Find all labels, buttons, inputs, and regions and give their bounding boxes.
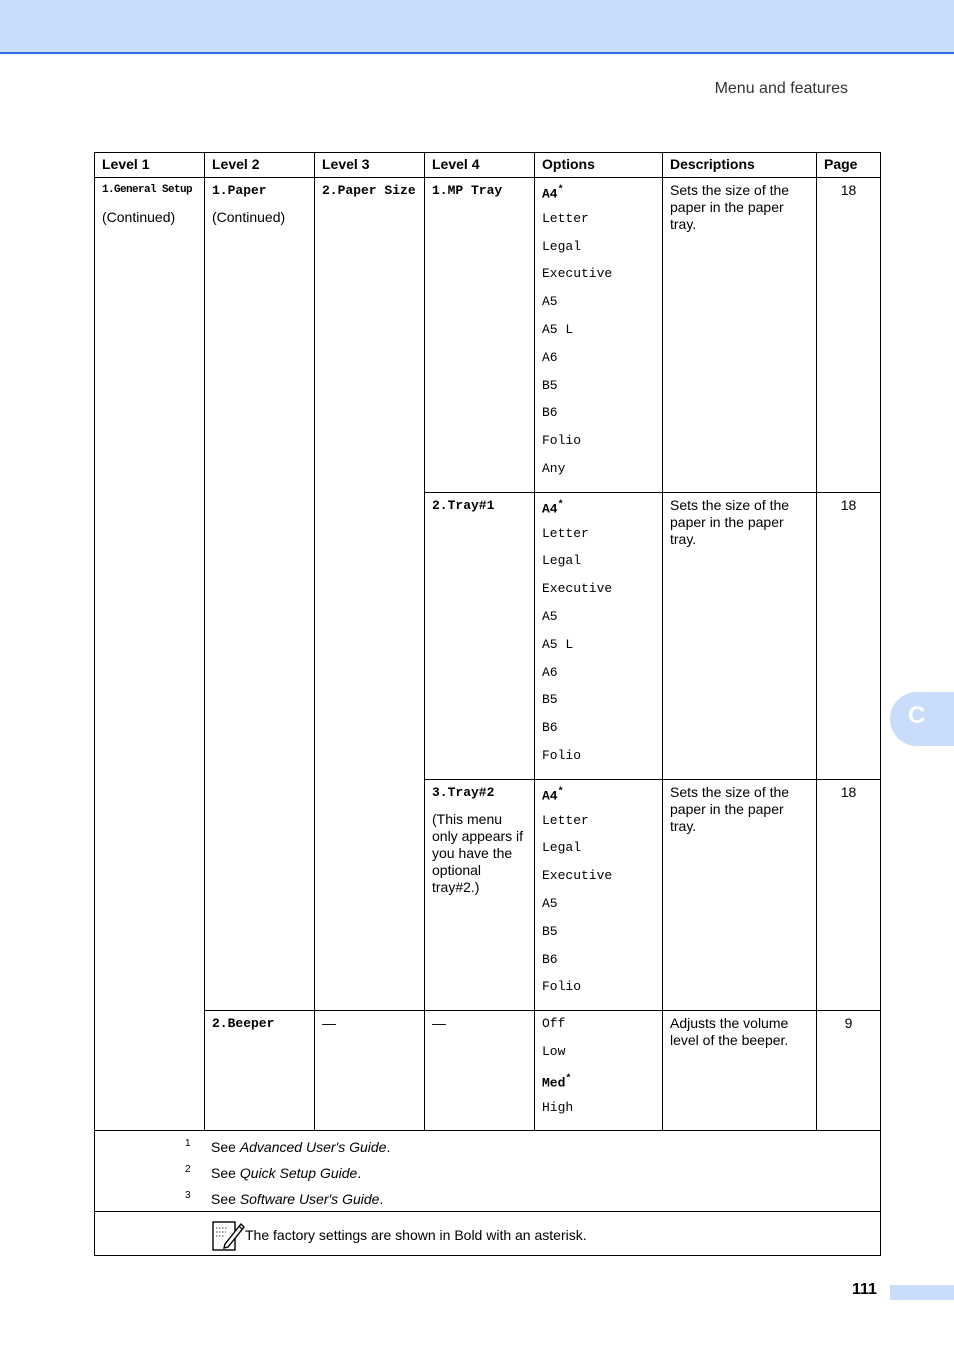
level2-paper-name: 1.Paper <box>212 183 267 198</box>
option-item <box>542 525 655 553</box>
footnote-title: Advanced User's Guide <box>239 1139 387 1156</box>
option-label: B6 <box>542 405 558 421</box>
option-item <box>542 321 655 349</box>
option-label: A5 L <box>542 321 574 337</box>
option-label: Legal <box>542 238 582 254</box>
option-item <box>542 1071 655 1099</box>
option-item <box>542 923 655 951</box>
default-asterisk: * <box>557 786 564 798</box>
page-cell: 18 <box>817 492 881 779</box>
option-label: B5 <box>542 692 558 708</box>
footnote <box>185 1164 362 1182</box>
option-item <box>542 867 655 895</box>
menu-table <box>94 152 881 1256</box>
option-label: Folio <box>542 433 582 449</box>
level2-paper-cell <box>205 178 315 1011</box>
option-item <box>542 238 655 266</box>
option-label: A4 <box>542 186 558 202</box>
note-pencil-icon <box>211 1218 245 1252</box>
default-asterisk: * <box>565 1073 572 1085</box>
chapter-letter: C <box>908 702 926 729</box>
level1-name: 1.General Setup <box>102 184 193 196</box>
option-item <box>542 265 655 293</box>
level4-note: (This menu only appears if you have the optional tray#2.) <box>432 810 524 895</box>
option-label: Med <box>542 1075 566 1091</box>
level3-paper-size-cell <box>315 178 425 1011</box>
footnote-title: Software User's Guide <box>239 1191 380 1208</box>
option-item <box>542 812 655 840</box>
level4-cell <box>425 779 535 1010</box>
col-header-level4: Level 4 <box>425 153 535 178</box>
footnote-number: 1 <box>185 1138 191 1150</box>
option-item <box>542 377 655 405</box>
level4-cell: — <box>425 1011 535 1131</box>
options-cell <box>535 492 663 779</box>
option-item <box>542 719 655 747</box>
option-item <box>542 404 655 432</box>
option-label: High <box>542 1099 574 1115</box>
option-item <box>542 182 655 210</box>
option-item <box>542 895 655 923</box>
col-header-descriptions: Descriptions <box>663 153 817 178</box>
option-item <box>542 978 655 1006</box>
option-label: Folio <box>542 979 582 995</box>
footnote <box>185 1190 384 1208</box>
option-label: Legal <box>542 840 582 856</box>
option-label: B5 <box>542 377 558 393</box>
option-label: A4 <box>542 501 558 517</box>
header-band <box>0 0 954 54</box>
col-header-page: Page <box>817 153 881 178</box>
options-cell <box>535 779 663 1010</box>
option-item <box>542 784 655 812</box>
option-item <box>542 497 655 525</box>
col-header-level1: Level 1 <box>95 153 205 178</box>
level2-beeper-name: 2.Beeper <box>212 1016 275 1032</box>
options-cell <box>535 178 663 493</box>
col-header-options: Options <box>535 153 663 178</box>
option-label: Letter <box>542 812 589 828</box>
footnote-prefix: See <box>211 1139 240 1156</box>
footnote-suffix: . <box>386 1139 391 1156</box>
level1-continued: (Continued) <box>102 209 176 225</box>
option-label: Executive <box>542 868 613 884</box>
default-asterisk: * <box>557 499 564 511</box>
footnote-suffix: . <box>357 1165 362 1182</box>
footnote-prefix: See <box>211 1191 240 1208</box>
tip-text: The factory settings are shown in Bold with an asterisk. <box>245 1227 587 1244</box>
option-label: A6 <box>542 349 558 365</box>
option-label: A6 <box>542 664 558 680</box>
description-cell: Adjusts the volume level of the beeper. <box>663 1011 817 1131</box>
description-cell: Sets the size of the paper in the paper tray. <box>663 779 817 1010</box>
footnote-suffix: . <box>379 1191 384 1208</box>
tip-cell <box>95 1212 881 1256</box>
option-label: B5 <box>542 923 558 939</box>
option-item <box>542 1099 655 1127</box>
table-row <box>95 1011 881 1131</box>
option-item <box>542 691 655 719</box>
chapter-tab <box>890 692 954 746</box>
footnote-number: 2 <box>185 1164 191 1176</box>
option-label: Executive <box>542 266 613 282</box>
option-label: Folio <box>542 747 582 763</box>
footnote-number: 3 <box>185 1190 191 1202</box>
level2-continued: (Continued) <box>212 209 286 225</box>
level1-cell <box>95 178 205 1131</box>
page-cell: 18 <box>817 178 881 493</box>
col-header-level2: Level 2 <box>205 153 315 178</box>
table-row <box>95 178 881 493</box>
option-item <box>542 839 655 867</box>
page-header-title: Menu and features <box>714 80 848 97</box>
option-label: A4 <box>542 788 558 804</box>
option-label: Letter <box>542 210 589 226</box>
option-item <box>542 664 655 692</box>
option-item <box>542 580 655 608</box>
description-cell: Sets the size of the paper in the paper tray. <box>663 492 817 779</box>
level4-cell <box>425 492 535 779</box>
footnote-title: Quick Setup Guide <box>239 1165 358 1182</box>
header-row <box>95 153 881 178</box>
tip-row <box>95 1212 881 1256</box>
option-item <box>542 432 655 460</box>
option-item <box>542 349 655 377</box>
option-item <box>542 460 655 488</box>
option-label: Letter <box>542 525 589 541</box>
option-item <box>542 293 655 321</box>
option-label: Any <box>542 460 566 476</box>
level4-name: 2.Tray#1 <box>432 497 495 513</box>
default-asterisk: * <box>557 185 564 196</box>
option-label: Low <box>542 1043 566 1059</box>
footnote <box>185 1138 391 1156</box>
option-item <box>542 951 655 979</box>
page-cell: 9 <box>817 1011 881 1131</box>
option-label: A5 L <box>542 636 574 652</box>
option-item <box>542 1015 655 1043</box>
footnote-prefix: See <box>211 1165 240 1182</box>
option-item <box>542 747 655 775</box>
level4-name: 3.Tray#2 <box>432 784 495 800</box>
page-number: 111 <box>852 1281 877 1298</box>
col-header-level3: Level 3 <box>315 153 425 178</box>
footnotes-row <box>95 1131 881 1212</box>
option-item <box>542 608 655 636</box>
level3-cell: — <box>315 1011 425 1131</box>
footnotes-cell <box>95 1131 881 1212</box>
option-label: B6 <box>542 951 558 967</box>
option-item <box>542 1043 655 1071</box>
option-label: A5 <box>542 608 558 624</box>
level4-name: 1.MP Tray <box>432 183 503 198</box>
option-item <box>542 636 655 664</box>
option-label: A5 <box>542 895 558 911</box>
description-cell: Sets the size of the paper in the paper tray. <box>663 178 817 493</box>
option-label: Legal <box>542 553 582 569</box>
level2-beeper-cell <box>205 1011 315 1131</box>
page-number-band <box>890 1285 954 1300</box>
option-label: B6 <box>542 720 558 736</box>
option-item <box>542 552 655 580</box>
option-label: A5 <box>542 294 558 310</box>
options-cell <box>535 1011 663 1131</box>
option-label: Off <box>542 1016 566 1032</box>
level4-cell <box>425 178 535 493</box>
option-item <box>542 210 655 238</box>
page-cell: 18 <box>817 779 881 1010</box>
option-label: Executive <box>542 581 613 597</box>
level3-paper-size-name: 2.Paper Size <box>322 183 416 198</box>
